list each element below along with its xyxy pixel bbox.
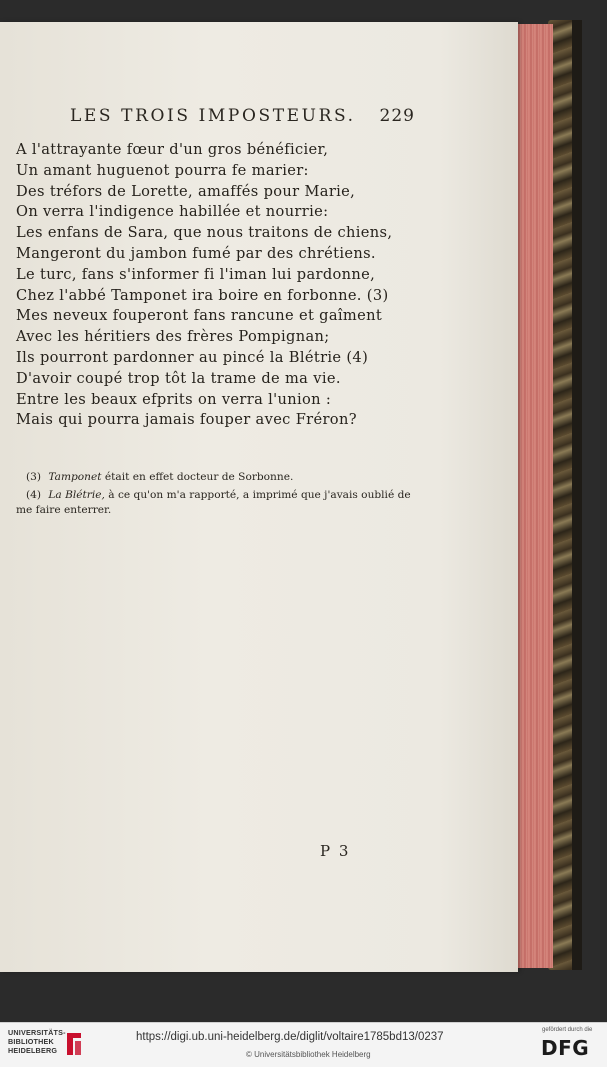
verse-line: Ils pourront pardonner au pincé la Blétrie (4) [16, 348, 369, 366]
running-head [70, 106, 415, 126]
verse-line: Mangeront du jambon fumé par des chrétiens. [16, 244, 376, 262]
verse-line: D'avoir coupé trop tôt la trame de ma vie. [16, 369, 341, 387]
verse-line: Chez l'abbé Tamponet ira boire en forbonne. (3) [16, 286, 389, 304]
copyright-notice: © Universitätsbibliothek Heidelberg [246, 1050, 371, 1059]
footnote-marker: (4) [26, 489, 42, 501]
funding-note: gefördert durch die [542, 1027, 593, 1033]
footnote [16, 488, 426, 518]
verse-line: Des tréfors de Lorette, amaffés pour Marie, [16, 182, 356, 200]
verse-line: Avec les héritiers des frères Pompignan; [16, 328, 330, 346]
library-name-line: BIBLIOTHEK [8, 1037, 54, 1046]
footnote-term: Tamponet [48, 471, 102, 483]
verse-line: A l'attrayante fœur d'un gros bénéficier, [16, 141, 329, 158]
footnote-marker: (3) [26, 471, 42, 483]
footnote-term: La Blétrie, [48, 489, 105, 501]
library-emblem-icon [64, 1029, 84, 1059]
library-name-line: HEIDELBERG [8, 1046, 58, 1055]
cover-edge [572, 20, 582, 970]
viewer-footer [0, 1022, 607, 1067]
verse-line: On verra l'indigence habillée et nourrie: [16, 203, 329, 221]
footnotes [16, 470, 426, 521]
page-number: 229 [379, 106, 415, 126]
verse-line: Mes neveux fouperont fans rancune et gaîment [16, 307, 383, 325]
verse-line: Entre les beaux efprits on verra l'union : [16, 390, 332, 408]
dfg-logo[interactable]: DFG [541, 1036, 590, 1060]
page-edges [515, 24, 553, 968]
library-name-line: UNIVERSITÄTS- [8, 1028, 66, 1037]
verse-line: Le turc, fans s'informer fi l'iman lui pardonne, [16, 265, 376, 283]
signature-mark: P 3 [320, 842, 351, 860]
permalink-url[interactable]: https://digi.ub.uni-heidelberg.de/diglit/voltaire1785bd13/0237 [136, 1031, 444, 1043]
footnote [16, 470, 426, 485]
footnote-text: à ce qu'on m'a rapporté, a imprimé que j'avais oublié de me faire enterrer. [16, 489, 411, 516]
verse-block [16, 140, 416, 431]
verse-line: Mais qui pourra jamais fouper avec Fréron? [16, 411, 357, 429]
running-title: LES TROIS IMPOSTEURS. [70, 106, 356, 126]
verse-line: Un amant huguenot pourra fe marier: [16, 161, 309, 179]
footnote-text: était en effet docteur de Sorbonne. [104, 471, 294, 483]
verse-line: Les enfans de Sara, que nous traitons de chiens, [16, 224, 393, 242]
